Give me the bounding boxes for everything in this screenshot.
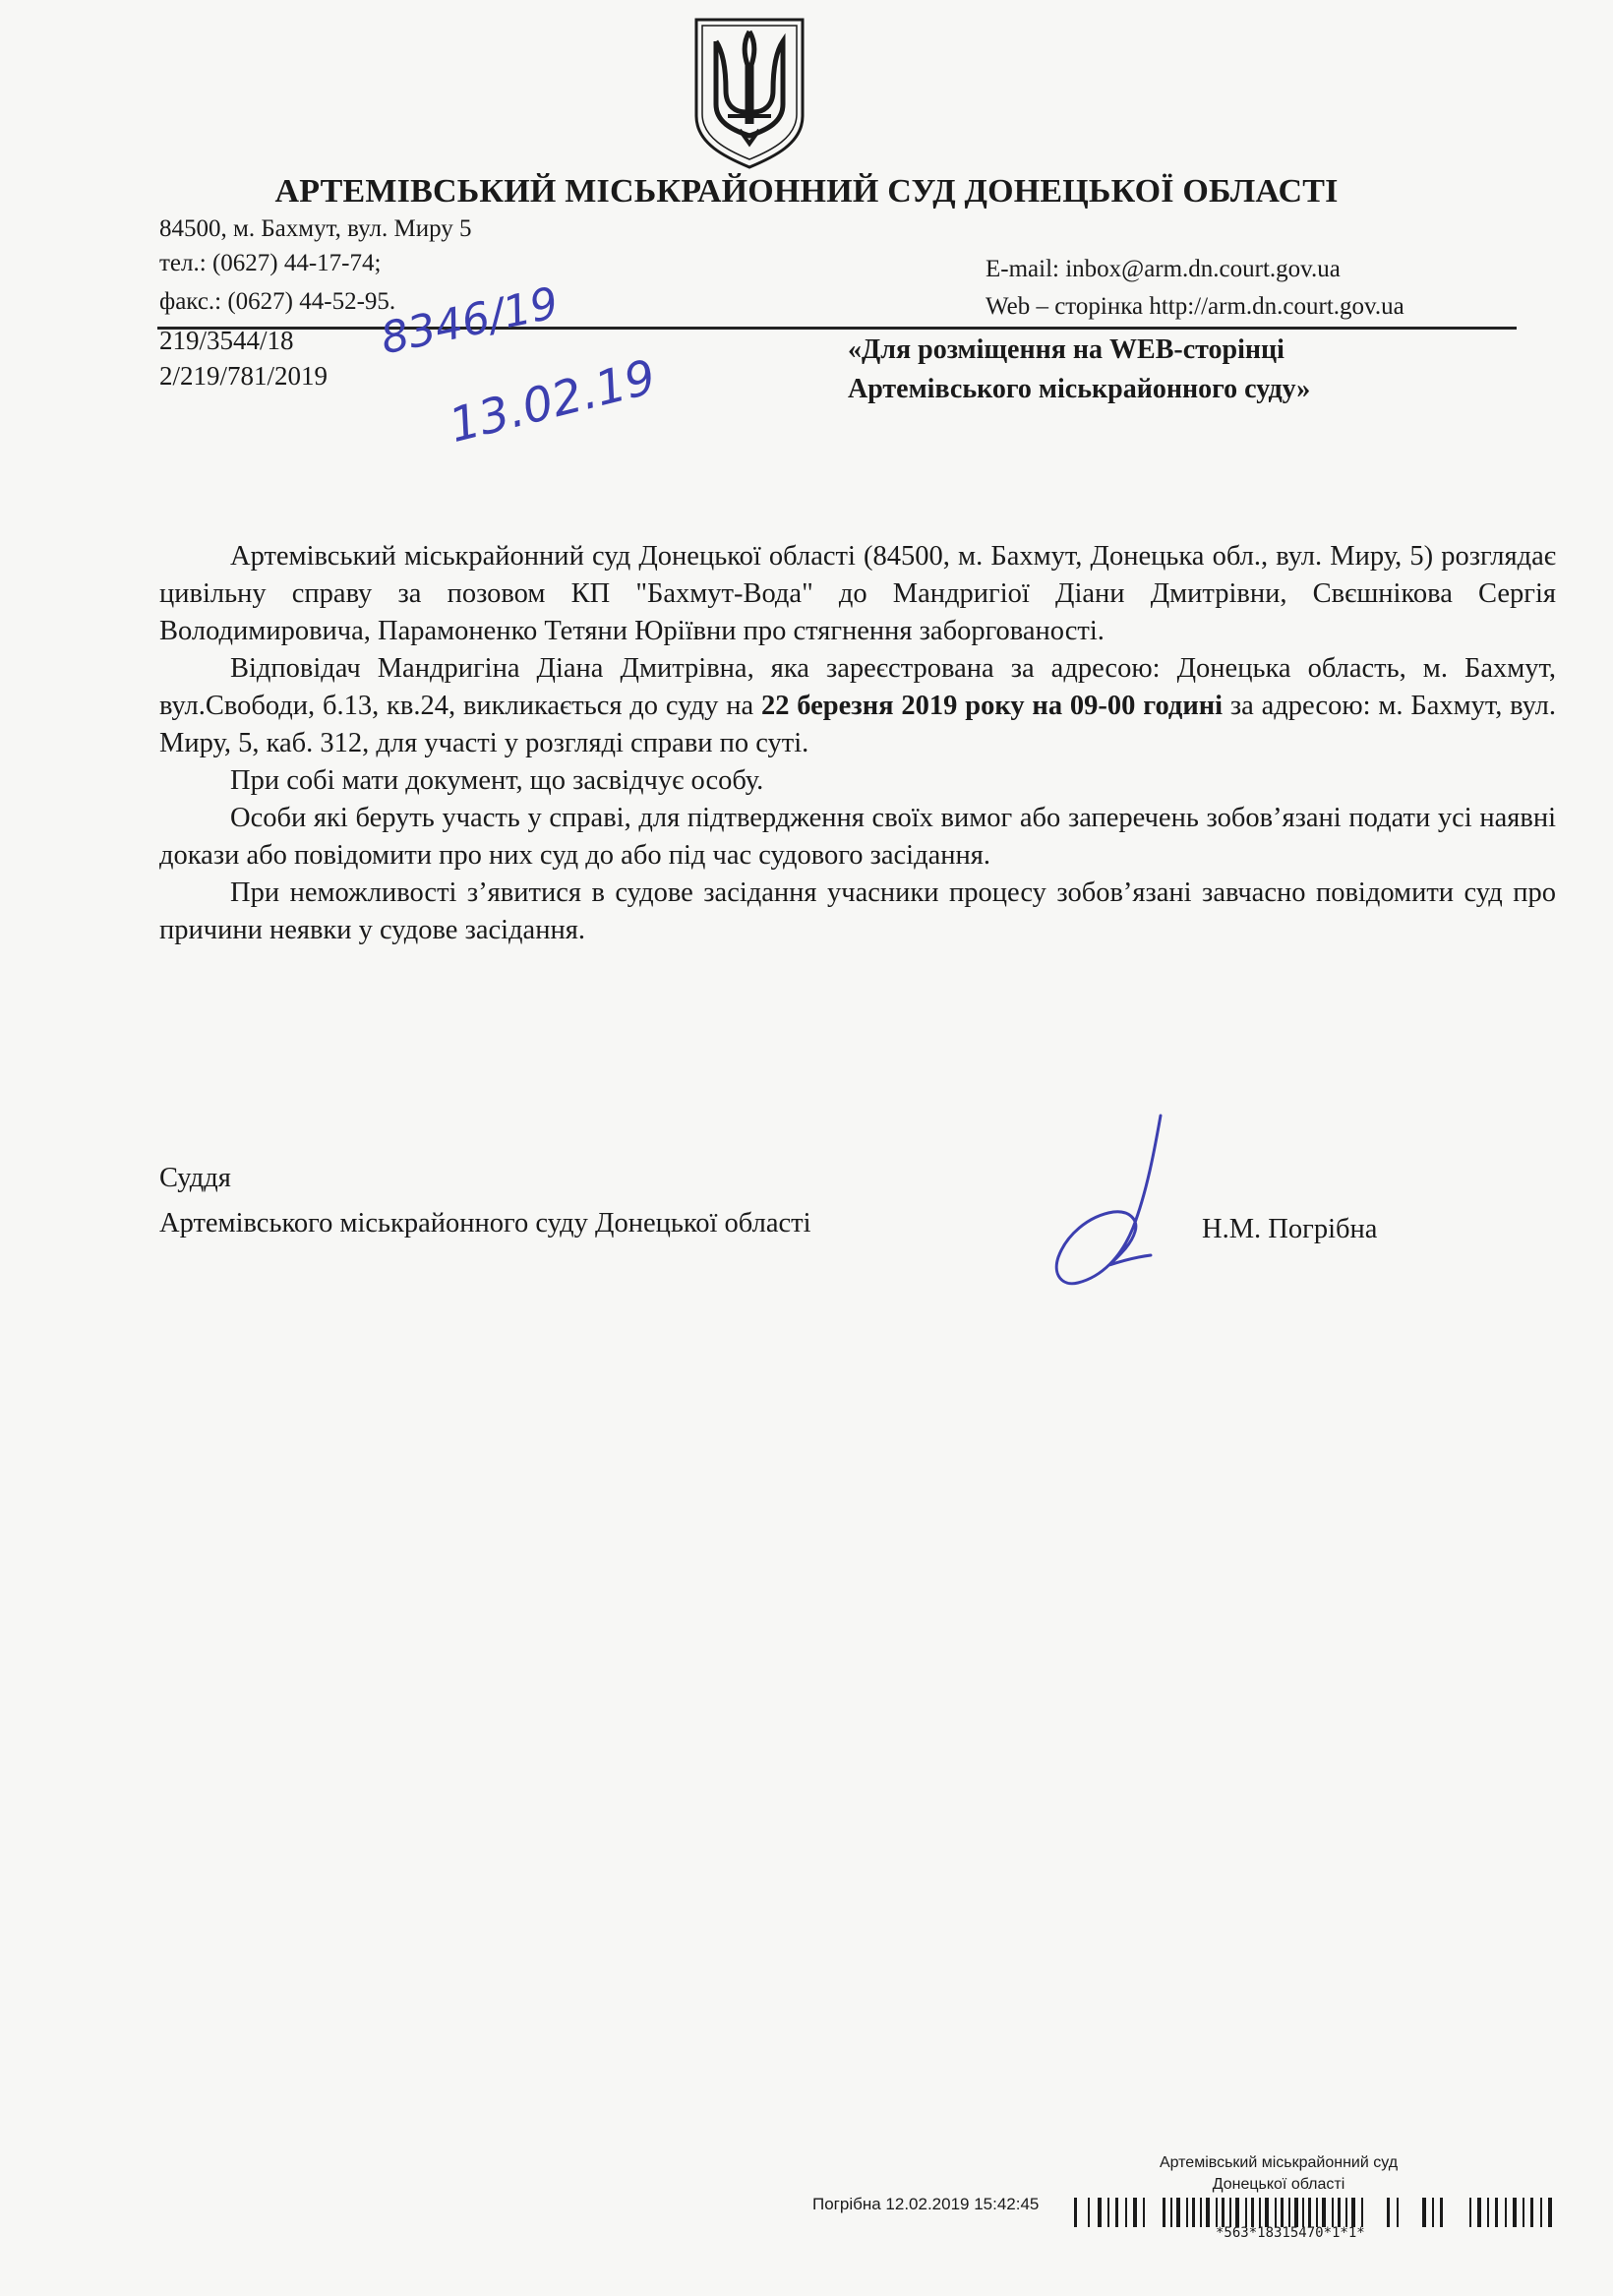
body-paragraph-evidence: Особи які беруть участь у справі, для підтвердження своїх вимог або заперечень зобов’язані подати усі наявні докази або повідомити про них суд до або під час судового засідання. [159, 803, 1556, 871]
registration-user-datetime: Погрібна 12.02.2019 15:42:45 [812, 2195, 1040, 2213]
body-paragraph-absence: При неможливості з’явитися в судове засідання учасники процесу зобов’язані завчасно повідомити суд про причини неявки у судове засідання. [159, 877, 1556, 945]
web-note-line-1: «Для розміщення на WEB-сторінці [848, 334, 1284, 365]
judge-name: Н.М. Погрібна [1202, 1214, 1378, 1244]
body-paragraph-id: При собі мати документ, що засвідчує особу. [230, 765, 764, 796]
letter-body [159, 538, 1556, 949]
web-note-line-2: Артемівського міськрайонного суду» [848, 374, 1311, 404]
barcode-icon [1074, 2198, 1556, 2227]
registration-stamp-court [1102, 2152, 1456, 2196]
handwritten-registration-number: 8346/19 [376, 277, 564, 365]
judge-court: Артемівського міськрайонного суду Донецької області [159, 1208, 811, 1239]
handwritten-signature-icon [1019, 1110, 1176, 1306]
outgoing-number: 2/219/781/2019 [159, 361, 329, 391]
court-name-heading: АРТЕМІВСЬКИЙ МІСЬКРАЙОННИЙ СУД ДОНЕЦЬКОЇ ОБЛАСТІ [274, 173, 1339, 210]
handwritten-registration-date: 13.02.19 [444, 349, 662, 454]
court-fax: факс.: (0627) 44-52-95. [159, 288, 396, 315]
coat-of-arms-trident-icon [688, 14, 810, 171]
case-number: 219/3544/18 [159, 326, 294, 355]
hearing-datetime: 22 березня 2019 року на 09-00 годині [760, 691, 1224, 721]
judge-title: Суддя [159, 1163, 231, 1193]
barcode-text: *563*18315470*1*1* [1216, 2225, 1365, 2241]
body-paragraph-case: Артемівський міськрайонний суд Донецької області (84500, м. Бахмут, Донецька обл., вул. Миру, 5) розглядає цивільну справу за позовом КП "Бахмут-Вода" до Мандригіої Діани Дмитрівни, Свєшнікова Сергія Володимировича, Парамоненко Тетяни Юріївни про стягнення заборгованості. [159, 541, 1556, 646]
header-divider [157, 327, 1517, 330]
summons-text-start: Відповідач Мандригіна Діана Дмитрівна, яка зареєстрована за адресою: Донецька область, м. Бахмут, вул.Свободи, б.13, кв.24, викликається до суду на [159, 653, 1556, 721]
court-address: 84500, м. Бахмут, вул. Миру 5 [159, 215, 472, 242]
court-email: E-mail: inbox@arm.dn.court.gov.ua [986, 256, 1341, 282]
summons-text-end: за адресою: м. Бахмут, вул. Миру, 5, каб. 312, для участі у розгляді справи по суті. [159, 691, 1556, 758]
stamp-court-line-2: Донецької області [1212, 2176, 1345, 2193]
body-paragraph-summons [159, 650, 1556, 762]
court-phone: тел.: (0627) 44-17-74; [159, 250, 382, 276]
stamp-court-line-1: Артемівський міськрайонний суд [1159, 2154, 1399, 2171]
court-website: Web – сторінка http://arm.dn.court.gov.ua [986, 293, 1404, 320]
web-publication-note [848, 331, 1310, 409]
